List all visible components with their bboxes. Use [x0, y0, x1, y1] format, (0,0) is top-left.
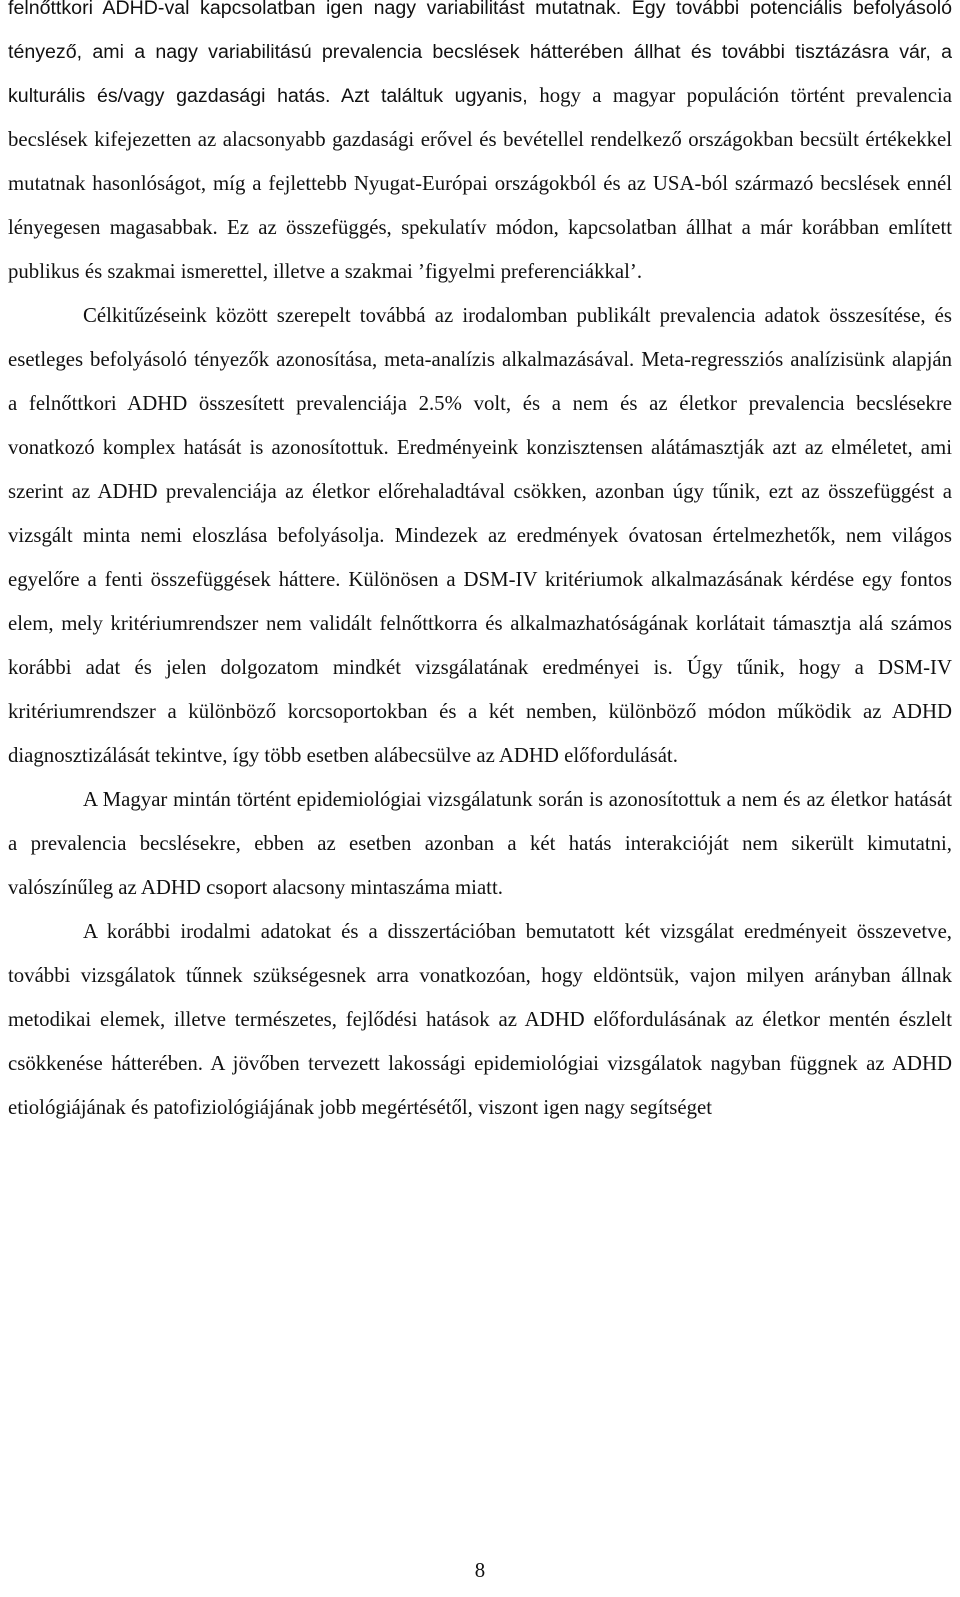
paragraph-segment-serif: hogy a magyar populáción történt prevalencia becslések kifejezetten az alacsonyabb gazdasági erővel és bevétellel rendelkező országokban becsült értékekkel mutatnak hasonlóságot, míg a fejlettebb Nyugat-Európai országokból és az USA-ból származó becslések ennél lényegesen magasabbak. Ez az összefüggés, spekulatív módon, kapcsolatban állhat a már korábban említett publikus és szakmai ismerettel, illetve a szakmai ’figyelmi preferenciákkal’. — [8, 84, 952, 283]
paragraph-hungarian-sample: A Magyar mintán történt epidemiológiai vizsgálatunk során is azonosítottuk a nem és az életkor hatását a prevalencia becslésekre, ebben az esetben azonban a két hatás interakcióját nem sikerült kimutatni, valószínűleg az ADHD csoport alacsony mintaszáma miatt. — [8, 788, 952, 899]
paragraph-future-research: A korábbi irodalmi adatokat és a disszertációban bemutatott két vizsgálat eredményeit összevetve, további vizsgálatok tűnnek szükségesnek arra vonatkozóan, hogy eldöntsük, vajon milyen arányban állnak metodikai elemek, illetve természetes, fejlődési hatások az ADHD előfordulásának az életkor mentén észlelt csökkenése hátterében. A jövőben tervezett lakossági epidemiológiai vizsgálatok nagyban függnek az ADHD etiológiájának és patofiziológiájának jobb megértésétől, viszont igen nagy segítséget — [8, 920, 952, 1119]
paragraph-continued — [8, 0, 952, 294]
page-number: 8 — [474, 1559, 486, 1582]
paragraph-segment-sans: felnőttkori ADHD-val kapcsolatban igen nagy variabilitást mutatnak. Egy további potenciális befolyásoló tényező, ami a nagy variabilitású prevalencia becslések hátterében állhat és további tisztázásra vár, a kulturális és/vagy gazdasági hatás. Azt találtuk ugyanis, — [8, 0, 952, 107]
paragraph-objectives: Célkitűzéseink között szerepelt továbbá az irodalomban publikált prevalencia adatok összesítése, és esetleges befolyásoló tényezők azonosítása, meta-analízis alkalmazásával. Meta-regressziós analízisünk alapján a felnőttkori ADHD összesített prevalenciája 2.5% volt, és a nem és az életkor prevalencia becslésekre vonatkozó komplex hatását is azonosítottuk. Eredményeink konzisztensen alátámasztják azt az elméletet, ami szerint az ADHD prevalenciája az életkor előrehaladtával csökken, azonban úgy tűnik, ezt az összefüggést a vizsgált minta nemi eloszlása befolyásolja. Mindezek az eredmények óvatosan értelmezhetők, nem világos egyelőre a fenti összefüggések háttere. Különösen a DSM-IV kritériumok alkalmazásának kérdése egy fontos elem, mely kritériumrendszer nem validált felnőttkorra és alkalmazhatóságának korlátait támasztja alá számos korábbi adat és jelen dolgozatom mindkét vizsgálatának eredményei is. Úgy tűnik, hogy a DSM-IV kritériumrendszer a különböző korcsoportokban és a két nemben, különböző módon működik az ADHD diagnosztizálását tekintve, így több esetben alábecsülve az ADHD előfordulását. — [8, 304, 952, 767]
document-body — [8, 0, 952, 1130]
